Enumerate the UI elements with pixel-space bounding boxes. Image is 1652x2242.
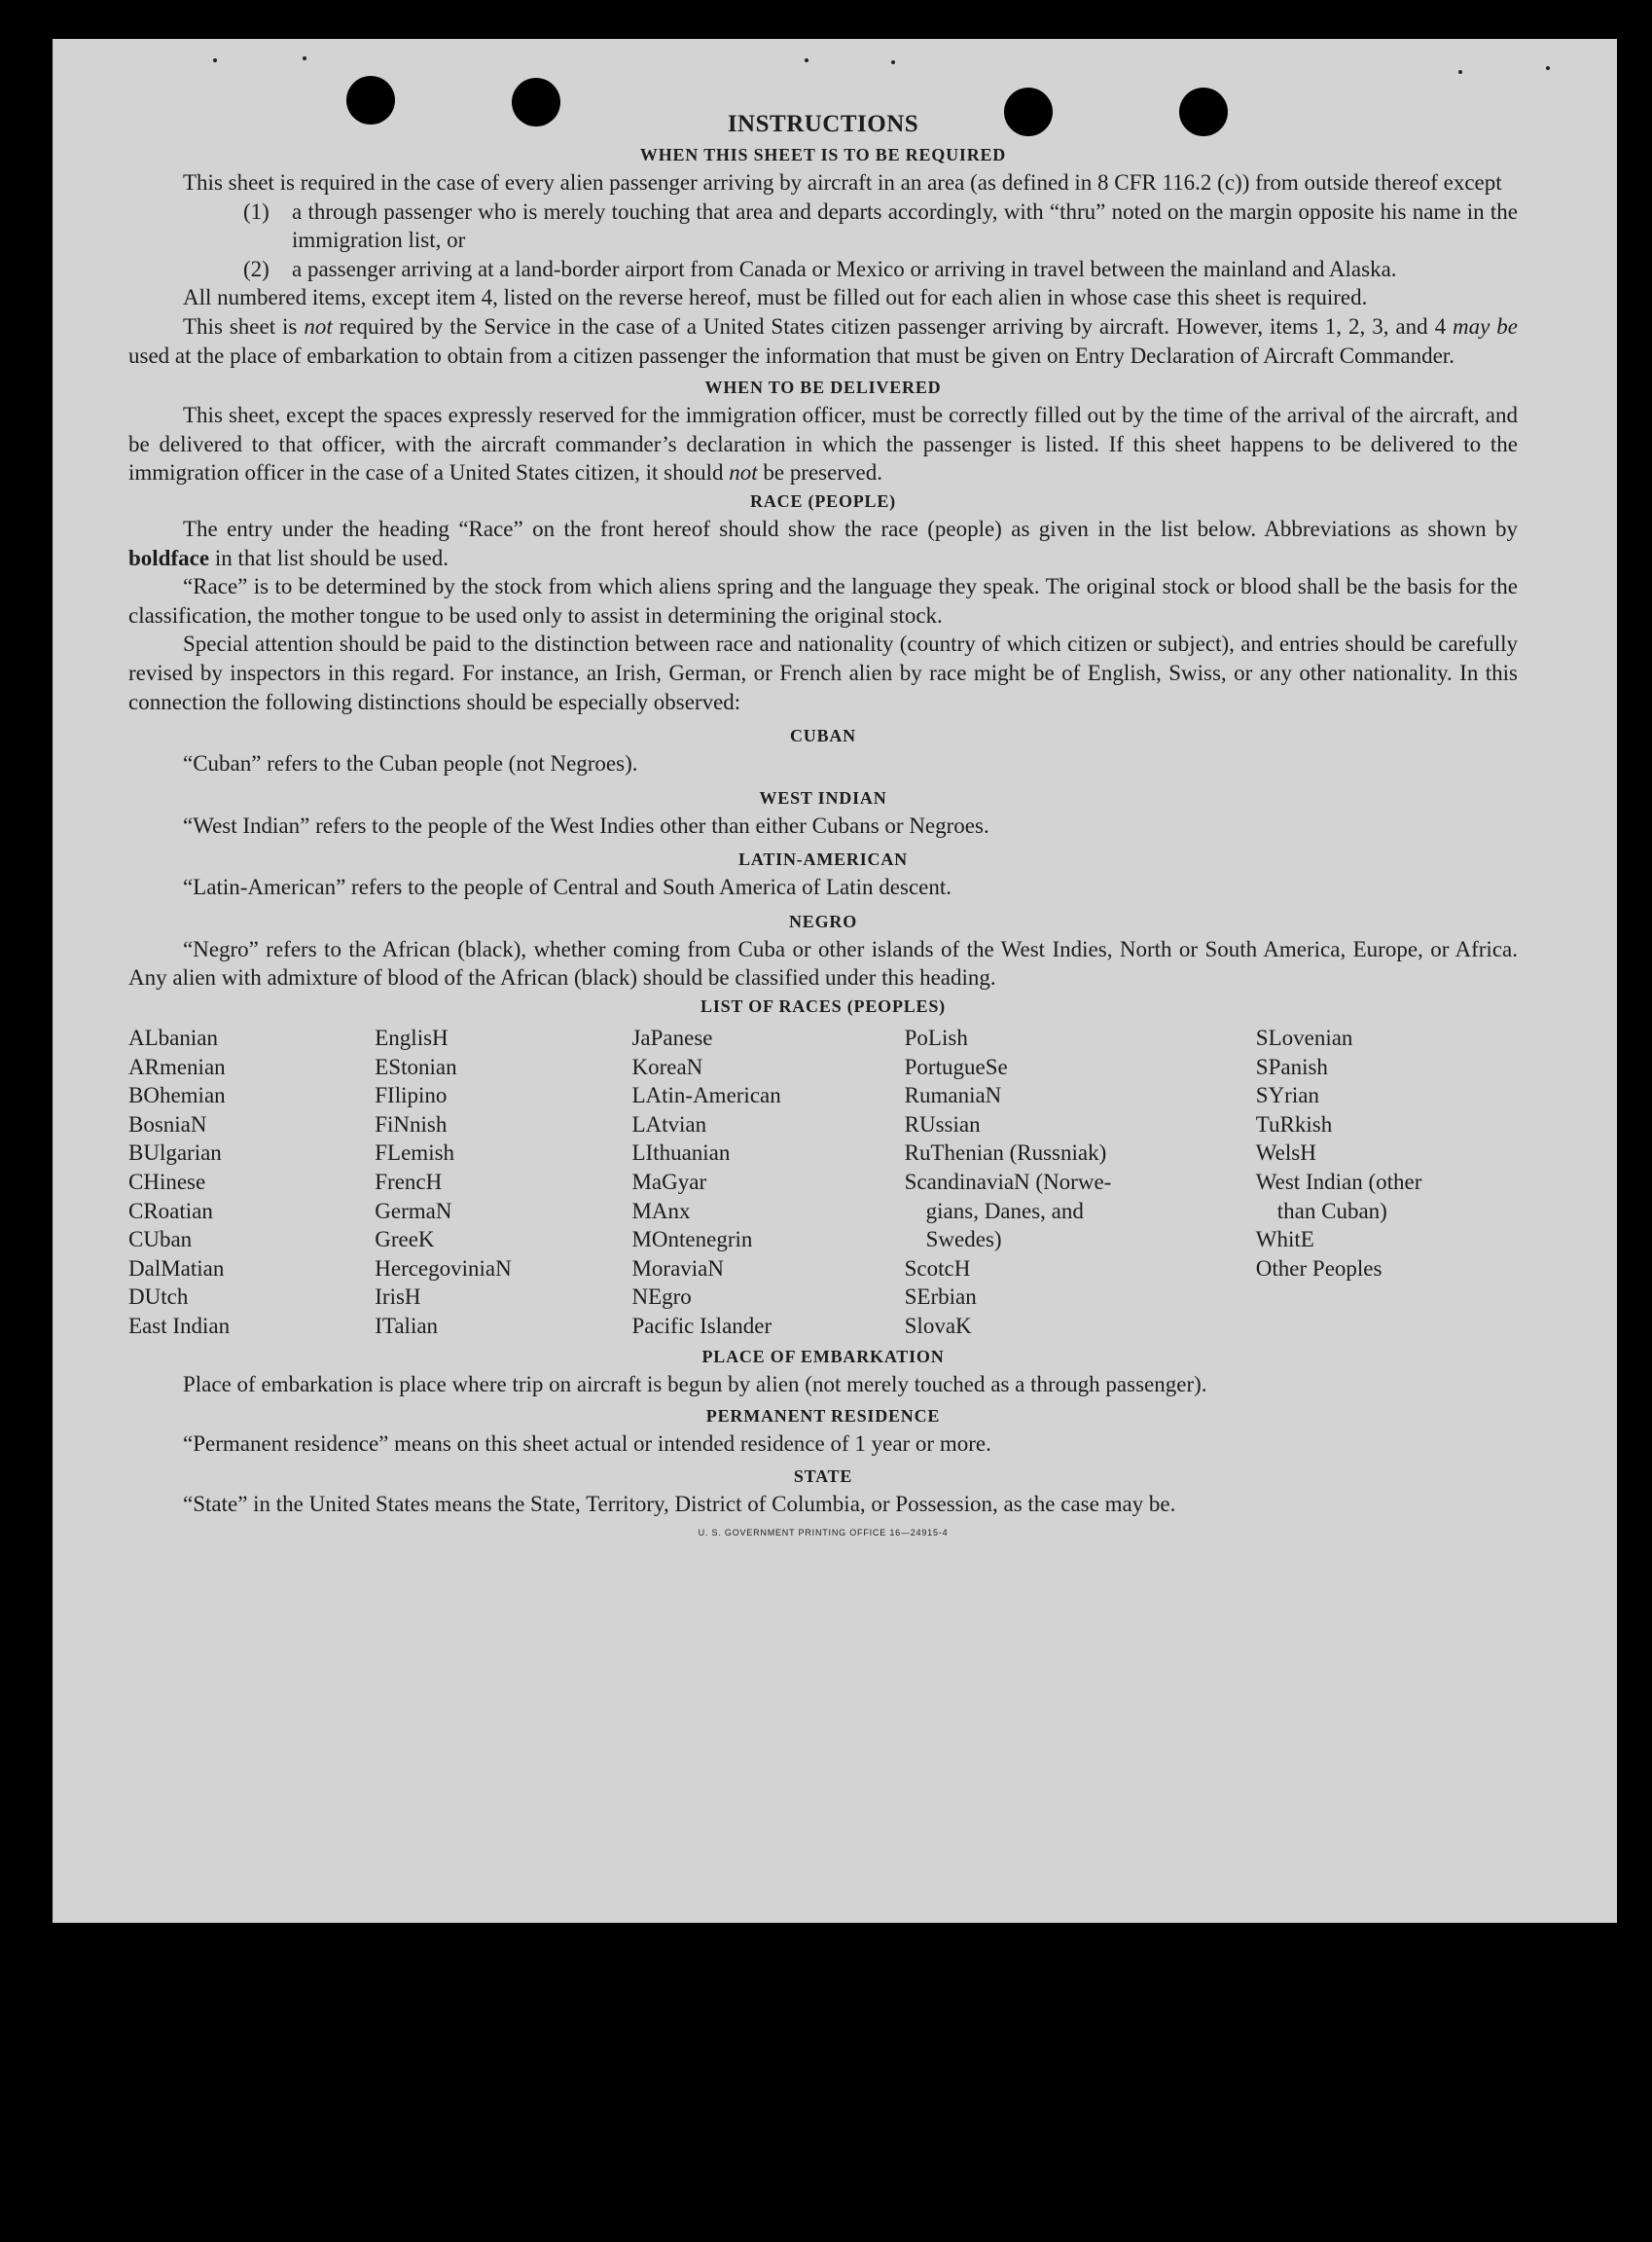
text-run: The entry under the heading “Race” on the front hereof should show the race (people) as given in the list below. Abbreviations as shown by [183, 516, 1518, 541]
text-run: This sheet is [183, 313, 305, 339]
race-entry: SErbian [904, 1284, 977, 1310]
race-entry: RuThenian (Russniak) [904, 1140, 1107, 1166]
race-entry: IrisH [375, 1284, 421, 1310]
race-entry: TuRkish [1255, 1111, 1333, 1137]
race-entry: EnglisH [375, 1026, 449, 1051]
race-entry: HercegoviniaN [375, 1255, 512, 1281]
race-entry: PortugueSe [904, 1054, 1008, 1079]
race-entry: FiNnish [375, 1111, 448, 1137]
race-entry: WhitE [1255, 1227, 1314, 1252]
section-heading-negro: NEGRO [788, 911, 857, 931]
race-para2: “Race” is to be determined by the stock from which aliens spring and the language they speak. The original stock or blood shall be the basis for the classification, the mother tongue to be used only to assist in determining the original stock. [128, 574, 1518, 628]
speck [213, 58, 217, 62]
section-heading-race: RACE (PEOPLE) [750, 490, 896, 511]
text-run: used at the place of embarkation to obtain from a citizen passenger the information that must be given on Entry Declaration of Aircraft Commander. [128, 343, 1454, 368]
race-para3: Special attention should be paid to the distinction between race and nationality (country of which citizen or subject), and entries should be carefully revised by inspectors in this regard. For instance, an Irish, German, or French alien by race might be of English, Swiss, or any other nationality. In this connection the following distinctions should be especially observed: [128, 632, 1518, 714]
bold-run: boldface [128, 545, 210, 570]
race-para1 [128, 515, 1518, 572]
printing-office-footer: U. S. GOVERNMENT PRINTING OFFICE 16—24915-4 [698, 1528, 949, 1538]
instructions-content [128, 107, 1518, 1537]
race-entry: ScotcH [904, 1255, 971, 1281]
embarkation-text: Place of embarkation is place where trip on aircraft is begun by alien (not merely touched as a through passenger). [183, 1371, 1207, 1396]
race-entry: Pacific Islander [631, 1314, 772, 1338]
race-entry: FLemish [375, 1140, 455, 1166]
race-entry: LAtin-American [631, 1083, 781, 1108]
list-of-races-heading: LIST OF RACES (PEOPLES) [700, 996, 946, 1017]
race-entry: gians, Danes, and [925, 1198, 1084, 1223]
cuban-text: “Cuban” refers to the Cuban people (not Negroes). [183, 751, 638, 777]
item-number: (2) [243, 256, 269, 281]
item-text: a passenger arriving at a land-border airport from Canada or Mexico or arriving in travel between the mainland and Alaska. [292, 256, 1397, 281]
required-para2: All numbered items, except item 4, listed on the reverse hereof, must be filled out for each alien in whose case this sheet is required. [183, 285, 1368, 310]
italic-run: not [304, 313, 333, 339]
race-entry: FrencH [375, 1170, 443, 1195]
race-entry: DalMatian [128, 1255, 225, 1281]
exception-item [243, 198, 1518, 255]
italic-run: may be [1453, 313, 1518, 339]
race-entry: PoLish [904, 1026, 968, 1051]
race-entry: ALbanian [128, 1026, 218, 1051]
race-column [905, 1024, 1186, 1341]
race-entry: NEgro [631, 1284, 692, 1310]
race-entry: SYrian [1255, 1083, 1319, 1108]
race-entry: WelsH [1255, 1140, 1316, 1166]
section-heading-latin-american: LATIN-AMERICAN [738, 850, 908, 870]
italic-run: not [729, 460, 758, 486]
race-entry: DUtch [128, 1284, 189, 1310]
race-entry: SLovenian [1255, 1026, 1353, 1051]
west-indian-text: “West Indian” refers to the people of the West Indies other than either Cubans or Negroes. [183, 813, 989, 838]
race-entry: Swedes) [925, 1227, 1002, 1252]
speck [1546, 66, 1550, 70]
text-run: in that list should be used. [209, 545, 449, 570]
text-run: be preserved. [757, 460, 882, 486]
delivered-text [128, 401, 1518, 488]
race-entry: LAtvian [631, 1111, 707, 1137]
required-para3 [128, 312, 1518, 370]
required-intro: This sheet is required in the case of every alien passenger arriving by aircraft in an area (as defined in 8 CFR 116.2 (c)) from outside thereof except [183, 170, 1502, 195]
race-entry: FIlipino [375, 1083, 448, 1108]
race-entry: GermaN [375, 1198, 452, 1223]
race-column [631, 1024, 904, 1341]
race-entry: MaGyar [631, 1170, 707, 1195]
speck [303, 56, 306, 60]
race-entry: MoraviaN [631, 1255, 724, 1281]
race-entry: CUban [128, 1227, 193, 1252]
race-entry: MAnx [631, 1198, 691, 1223]
negro-text: “Negro” refers to the African (black), whether coming from Cuba or other islands of the West Indies, North or South America, Europe, or Africa. Any alien with admixture of blood of the African (black) should be classified under this heading. [128, 936, 1518, 991]
race-entry: RUssian [904, 1111, 981, 1137]
race-entry: MOntenegrin [631, 1227, 753, 1252]
race-entry: Other Peoples [1255, 1255, 1383, 1281]
race-entry: LIthuanian [631, 1140, 731, 1166]
race-entry: BosniaN [128, 1111, 207, 1137]
race-list [128, 1024, 1518, 1341]
item-text: a through passenger who is merely touching that area and departs accordingly, with “thru” noted on the margin opposite his name in the immigration list, or [292, 199, 1518, 253]
race-entry: CRoatian [128, 1198, 213, 1223]
speck [891, 60, 895, 64]
race-entry: RumaniaN [904, 1083, 1002, 1108]
section-heading-west-indian: WEST INDIAN [759, 787, 887, 808]
document-sheet [53, 39, 1617, 1923]
race-entry: EStonian [375, 1054, 457, 1079]
race-column [128, 1024, 375, 1341]
state-text: “State” in the United States means the State, Territory, District of Columbia, or Possession, as the case may be. [183, 1491, 1176, 1516]
race-entry: KoreaN [631, 1054, 703, 1079]
page-title: INSTRUCTIONS [727, 111, 919, 137]
race-entry: East Indian [128, 1314, 231, 1338]
race-entry: JaPanese [631, 1026, 713, 1051]
speck [1458, 70, 1462, 74]
residence-text: “Permanent residence” means on this sheet actual or intended residence of 1 year or more. [183, 1431, 991, 1457]
text-run: required by the Service in the case of a United States citizen passenger arriving by aircraft. However, items 1, 2, 3, and 4 [332, 313, 1454, 339]
race-column [375, 1024, 631, 1341]
race-entry: BUlgarian [128, 1140, 222, 1166]
text-run: This sheet, except the spaces expressly reserved for the immigration officer, must be correctly filled out by the time of the arrival of the aircraft, and be delivered to that officer, with the aircraft commander’s declaration in which the passenger is listed. If this sheet happens to be delivered to the immigration officer in the case of a United States citizen, it should [128, 403, 1518, 486]
section-heading-residence: PERMANENT RESIDENCE [705, 1406, 941, 1427]
race-entry: ITalian [375, 1314, 439, 1338]
race-entry: CHinese [128, 1170, 206, 1195]
race-entry: SlovaK [904, 1314, 972, 1338]
item-number: (1) [243, 199, 269, 224]
section-heading-required: WHEN THIS SHEET IS TO BE REQUIRED [639, 145, 1007, 164]
exception-item [243, 255, 1518, 284]
section-heading-state: STATE [793, 1465, 853, 1486]
race-entry: ARmenian [128, 1054, 226, 1079]
race-entry: ScandinaviaN (Norwe- [904, 1170, 1112, 1195]
section-heading-cuban: CUBAN [789, 726, 856, 746]
latin-american-text: “Latin-American” refers to the people of Central and South America of Latin descent. [183, 875, 952, 900]
section-heading-embarkation: PLACE OF EMBARKATION [701, 1346, 945, 1366]
race-entry: than Cuban) [1276, 1198, 1387, 1223]
section-heading-delivered: WHEN TO BE DELIVERED [704, 378, 942, 398]
race-entry: West Indian (other [1255, 1170, 1422, 1195]
race-column [1256, 1024, 1518, 1341]
race-entry: BOhemian [128, 1083, 226, 1108]
race-entry: SPanish [1255, 1054, 1328, 1079]
speck [805, 58, 808, 62]
race-entry: GreeK [375, 1227, 435, 1252]
